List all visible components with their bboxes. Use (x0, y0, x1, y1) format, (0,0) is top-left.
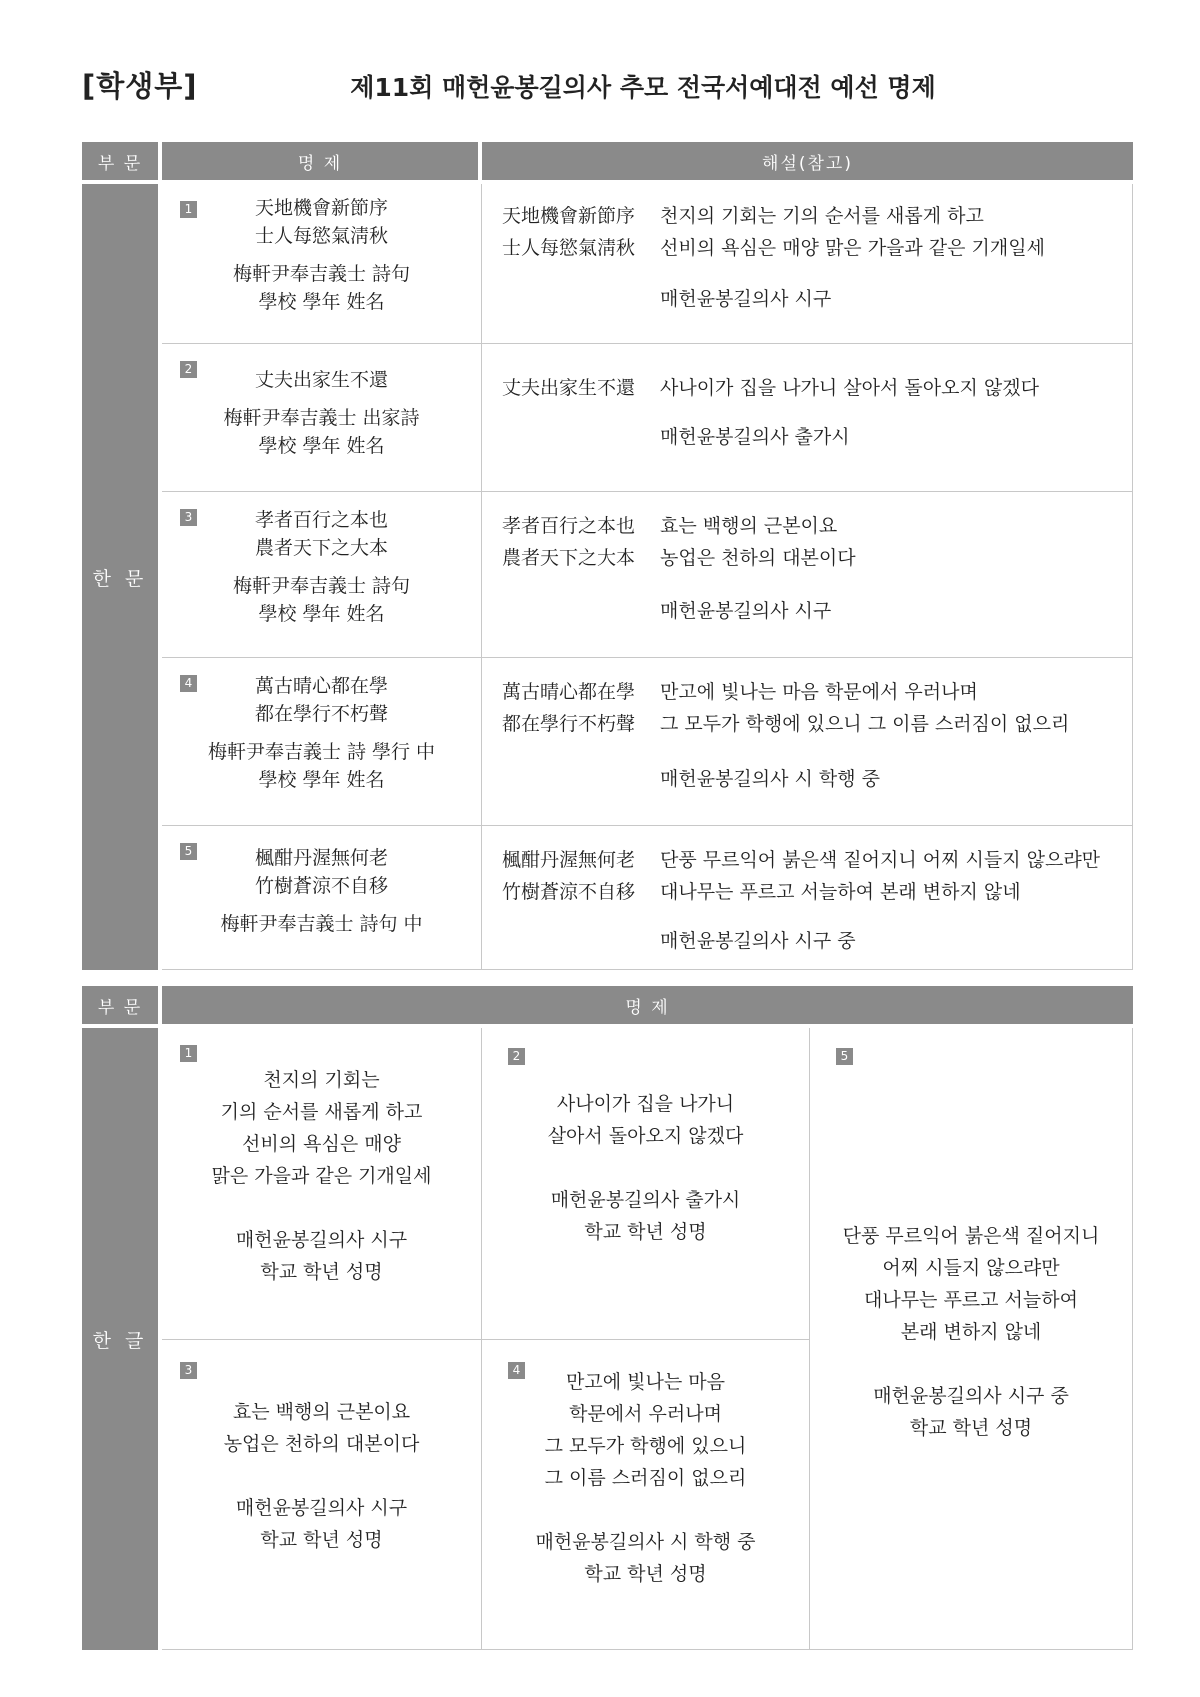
text-line: 그 이름 스러짐이 없으리 (544, 1467, 747, 1489)
exp-han: 士人每慾氣淸秋 (502, 237, 636, 259)
exp-kor: 사나이가 집을 나가니 살아서 돌아오지 않겠다 (660, 377, 1039, 399)
source-line: 매헌윤봉길의사 시 학행 중 (535, 1531, 756, 1553)
item-number: 4 (180, 675, 197, 692)
hangeul-text (162, 1396, 481, 1556)
item-number: 5 (180, 843, 197, 860)
theme-cell-4 (162, 658, 482, 826)
source-line: 學校 學年 姓名 (258, 435, 385, 457)
item-number: 5 (836, 1048, 853, 1065)
exp-line (502, 844, 1100, 876)
theme-line: 孝者百行之本也 (254, 509, 388, 531)
exp-kor: 대나무는 푸르고 서늘하여 본래 변하지 않네 (660, 881, 1021, 903)
theme-text (162, 844, 481, 938)
text-line: 살아서 돌아오지 않겠다 (547, 1125, 744, 1147)
exp-source: 매헌윤봉길의사 시구 (660, 600, 832, 622)
theme-cell-5 (162, 826, 482, 970)
exp-kor: 천지의 기회는 기의 순서를 새롭게 하고 (660, 205, 984, 227)
text-line: 사나이가 집을 나가니 (556, 1093, 735, 1115)
exp-kor: 만고에 빛나는 마음 학문에서 우러나며 (660, 681, 978, 703)
text-line: 대나무는 푸르고 서늘하여 (864, 1289, 1078, 1311)
exp-han: 丈夫出家生不還 (502, 377, 636, 399)
category-hanmun: 한 문 (82, 184, 158, 970)
explanation-cell-2 (482, 344, 1133, 492)
text-line: 그 모두가 학행에 있으니 (544, 1435, 747, 1457)
exp-source: 매헌윤봉길의사 시구 (660, 288, 832, 310)
theme-cell-2 (162, 344, 482, 492)
hanmun-table (82, 142, 1133, 970)
theme-cell-1 (162, 184, 482, 344)
hangeul-cell-1 (162, 1028, 482, 1340)
source-line: 매헌윤봉길의사 시구 중 (873, 1385, 1069, 1407)
exp-han: 竹樹蒼涼不自移 (502, 881, 636, 903)
source-line: 학교 학년 성명 (584, 1563, 707, 1585)
text-line: 기의 순서를 새롭게 하고 (220, 1101, 423, 1123)
header-theme: 명 제 (162, 986, 1133, 1024)
explanation-cell-1 (482, 184, 1133, 344)
theme-line: 萬古晴心都在學 (254, 675, 388, 697)
exp-source: 매헌윤봉길의사 시구 중 (660, 930, 856, 952)
theme-line: 農者天下之大本 (254, 537, 388, 559)
hangeul-text (482, 1088, 809, 1248)
source-line: 학교 학년 성명 (584, 1221, 707, 1243)
hangeul-table (82, 986, 1133, 1650)
source-line: 학교 학년 성명 (260, 1261, 383, 1283)
source-line: 梅軒尹奉吉義士 出家詩 (223, 407, 420, 429)
explanation-cell-5 (482, 826, 1133, 970)
exp-han: 農者天下之大本 (502, 547, 636, 569)
theme-line: 楓酣丹渥無何老 (254, 847, 388, 869)
source-line: 梅軒尹奉吉義士 詩 學行 中 (207, 741, 436, 763)
exp-han: 天地機會新節序 (502, 205, 636, 227)
header-division: 부 문 (82, 142, 158, 180)
item-number: 2 (180, 361, 197, 378)
item-number: 3 (180, 1362, 197, 1379)
source-line: 매헌윤봉길의사 시구 (235, 1229, 408, 1251)
exp-line (502, 542, 856, 574)
item-number: 2 (508, 1048, 525, 1065)
text-line: 천지의 기회는 (263, 1069, 380, 1091)
exp-source: 매헌윤봉길의사 출가시 (660, 426, 850, 448)
theme-line: 丈夫出家生不還 (254, 369, 388, 391)
hangeul-cell-2 (482, 1028, 810, 1340)
source-line: 학교 학년 성명 (909, 1417, 1033, 1439)
source-line: 梅軒尹奉吉義士 詩句 中 (220, 913, 423, 935)
explanation-cell-4 (482, 658, 1133, 826)
source-line: 梅軒尹奉吉義士 詩句 (232, 263, 411, 285)
exp-line (502, 200, 984, 232)
hangeul-cell-5 (810, 1028, 1133, 1650)
source-line: 매헌윤봉길의사 시구 (235, 1497, 408, 1519)
header-division: 부 문 (82, 986, 158, 1024)
source-line: 學校 學年 姓名 (258, 603, 385, 625)
source-line: 學校 學年 姓名 (258, 769, 385, 791)
exp-han: 萬古晴心都在學 (502, 681, 636, 703)
exp-line (502, 876, 1021, 908)
item-number: 4 (508, 1362, 525, 1379)
hangeul-text (482, 1366, 809, 1590)
exp-han: 孝者百行之本也 (502, 515, 636, 537)
text-line: 농업은 천하의 대본이다 (223, 1433, 420, 1455)
exp-kor: 선비의 욕심은 매양 맑은 가을과 같은 기개일세 (660, 237, 1045, 259)
theme-cell-3 (162, 492, 482, 658)
text-line: 만고에 빛나는 마음 (566, 1371, 725, 1393)
hangeul-cell-3 (162, 1340, 482, 1650)
hangeul-cell-4 (482, 1340, 810, 1650)
theme-line: 都在學行不朽聲 (254, 703, 388, 725)
text-line: 선비의 욕심은 매양 (242, 1133, 401, 1155)
exp-line (502, 232, 1045, 264)
exp-han: 楓酣丹渥無何老 (502, 849, 636, 871)
page-title: 제11회 매헌윤봉길의사 추모 전국서예대전 예선 명제 (350, 73, 936, 102)
source-line: 梅軒尹奉吉義士 詩句 (232, 575, 411, 597)
item-number: 1 (180, 1045, 197, 1062)
theme-text (162, 194, 481, 316)
text-line: 본래 변하지 않네 (900, 1321, 1042, 1343)
section-tag: [학생부] (82, 69, 198, 103)
explanation-cell-3 (482, 492, 1133, 658)
theme-line: 天地機會新節序 (254, 197, 388, 219)
exp-han: 都在學行不朽聲 (502, 713, 636, 735)
text-line: 어찌 시들지 않으랴만 (882, 1257, 1060, 1279)
text-line: 맑은 가을과 같은 기개일세 (211, 1165, 432, 1187)
exp-kor: 단풍 무르익어 붉은색 짙어지니 어찌 시들지 않으랴만 (660, 849, 1101, 871)
exp-kor: 농업은 천하의 대본이다 (660, 547, 856, 569)
theme-text (162, 506, 481, 628)
source-line: 매헌윤봉길의사 출가시 (550, 1189, 741, 1211)
exp-line (502, 510, 837, 542)
item-number: 1 (180, 201, 197, 218)
theme-text (162, 672, 481, 794)
exp-line (502, 372, 1039, 404)
hangeul-text (162, 1064, 481, 1288)
theme-text (162, 366, 481, 460)
exp-line (502, 676, 978, 708)
theme-line: 士人每慾氣淸秋 (254, 225, 388, 247)
exp-source: 매헌윤봉길의사 시 학행 중 (660, 768, 881, 790)
item-number: 3 (180, 509, 197, 526)
header-explanation: 해설(참고) (482, 142, 1133, 180)
theme-line: 竹樹蒼涼不自移 (254, 875, 388, 897)
exp-line (502, 708, 1069, 740)
category-hangeul: 한 글 (82, 1028, 158, 1650)
text-line: 단풍 무르익어 붉은색 짙어지니 (842, 1225, 1100, 1247)
text-line: 학문에서 우러나며 (569, 1403, 722, 1425)
exp-kor: 효는 백행의 근본이요 (660, 515, 838, 537)
page-header (82, 60, 1132, 110)
text-line: 효는 백행의 근본이요 (232, 1401, 411, 1423)
source-line: 學校 學年 姓名 (258, 291, 385, 313)
source-line: 학교 학년 성명 (260, 1529, 383, 1551)
header-theme: 명 제 (162, 142, 478, 180)
hangeul-text (810, 1220, 1132, 1444)
exp-kor: 그 모두가 학행에 있으니 그 이름 스러짐이 없으리 (660, 713, 1070, 735)
